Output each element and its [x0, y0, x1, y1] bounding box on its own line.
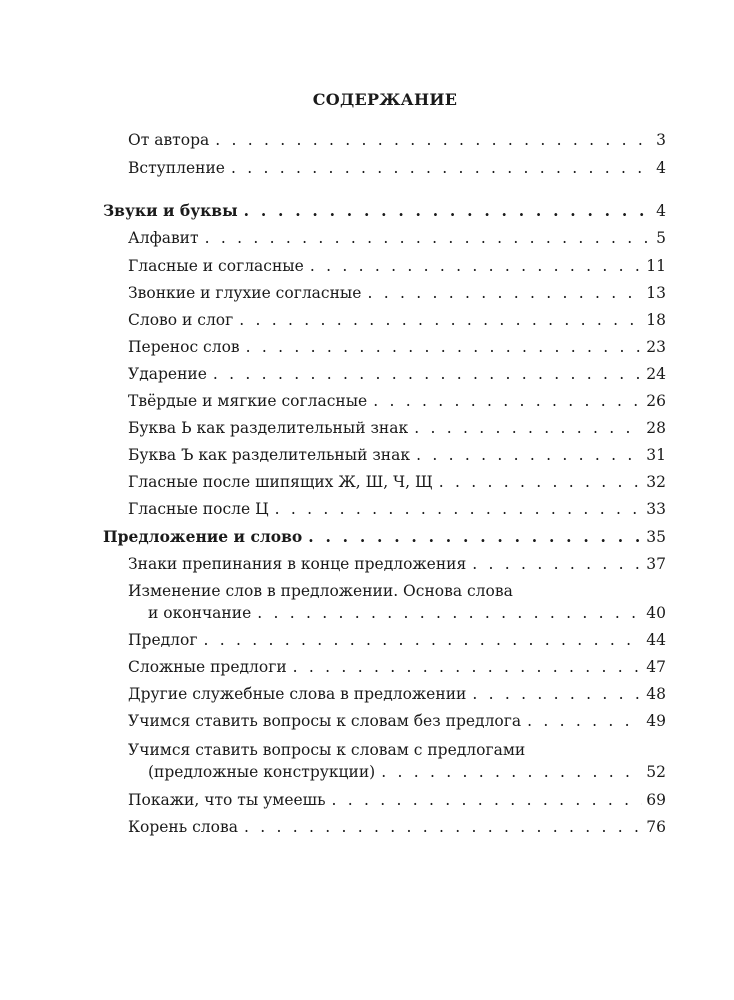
toc-entry-title: Знаки препинания в конце предложения: [128, 555, 467, 573]
dot-leader: [244, 201, 653, 221]
toc-entry-punctuation: [128, 554, 666, 574]
toc-entry-soft-sign: [128, 418, 666, 438]
toc-section-title: Звуки и буквы: [103, 201, 238, 220]
toc-entry-page: 35: [646, 528, 666, 546]
toc-entry-title: Слово и слог: [128, 311, 234, 329]
dot-leader: [231, 158, 652, 178]
toc-entry-hyphenation: [128, 337, 666, 357]
toc-entry-title: Гласные после шипящих Ж, Ш, Ч, Щ: [128, 473, 433, 491]
toc-entry-preposition: [128, 630, 666, 650]
toc-entry-title: Учимся ставить вопросы к словам без предлога: [128, 712, 522, 730]
toc-entry-page: 3: [656, 131, 666, 149]
dot-leader: [439, 472, 643, 492]
dot-leader: [381, 762, 642, 782]
toc-entry-page: 76: [646, 818, 666, 836]
toc-entry-function-words: [128, 684, 666, 704]
toc-entry-page: 26: [646, 392, 666, 410]
dot-leader: [308, 527, 642, 547]
dot-leader: [215, 130, 652, 150]
toc-entry-title: Алфавит: [128, 229, 199, 247]
toc-entry-title: Буква Ъ как разделительный знак: [128, 446, 411, 464]
dot-leader: [293, 657, 643, 677]
toc-entry-title: Другие служебные слова в предложении: [128, 685, 467, 703]
toc-entry-questions-prepositions-line1: Учимся ставить вопросы к словам с предлогами: [128, 741, 526, 759]
toc-entry-title: и окончание: [148, 604, 252, 622]
toc-entry-word-change-line1: Изменение слов в предложении. Основа слова: [128, 582, 513, 600]
toc-entry-vowels-consonants: [128, 256, 666, 276]
toc-section-title: Предложение и слово: [103, 527, 303, 546]
dot-leader: [527, 711, 642, 731]
toc-entry-page: 24: [646, 365, 666, 383]
dot-leader: [416, 445, 642, 465]
toc-entry-page: 48: [646, 685, 666, 703]
toc-entry-page: 28: [646, 419, 666, 437]
dot-leader: [310, 256, 642, 276]
toc-entry-title: Вступление: [128, 159, 225, 177]
dot-leader: [414, 418, 642, 438]
toc-entry-stress: [128, 364, 666, 384]
toc-entry-show-skills: [128, 790, 666, 810]
dot-leader: [203, 630, 642, 650]
toc-entry-word-change: [148, 603, 666, 623]
toc-entry-page: 49: [646, 712, 666, 730]
toc-entry-page: 44: [646, 631, 666, 649]
toc-entry-hard-sign: [128, 445, 666, 465]
toc-entry-page: 5: [656, 229, 666, 247]
toc-entry-page: 33: [646, 500, 666, 518]
toc-entry-title: (предложные конструкции): [148, 763, 376, 781]
toc-entry-questions-no-preposition: [128, 711, 666, 731]
dot-leader: [275, 499, 643, 519]
toc-entry-from-author: [128, 130, 666, 150]
toc-entry-title: Покажи, что ты умеешь: [128, 791, 326, 809]
toc-entry-page: 69: [646, 791, 666, 809]
toc-entry-page: 23: [646, 338, 666, 356]
toc-entry-page: 31: [646, 446, 666, 464]
toc-entry-title: Гласные и согласные: [128, 257, 304, 275]
toc-entry-page: 11: [646, 257, 666, 275]
toc-entry-page: 13: [646, 284, 666, 302]
toc-entry-hard-soft: [128, 391, 666, 411]
toc-entry-questions-prepositions: [148, 762, 666, 782]
toc-entry-alphabet: [128, 228, 666, 248]
toc-entry-title: Предлог: [128, 631, 198, 649]
toc-entry-title: Сложные предлоги: [128, 658, 287, 676]
toc-entry-vowels-after-sibilants: [128, 472, 666, 492]
dot-leader: [213, 364, 642, 384]
toc-entry-page: 52: [646, 763, 666, 781]
toc-entry-title: Перенос слов: [128, 338, 240, 356]
dot-leader: [367, 283, 642, 303]
dot-leader: [239, 310, 642, 330]
toc-entry-title: Корень слова: [128, 818, 238, 836]
dot-leader: [244, 817, 642, 837]
toc-entry-title: Буква Ь как разделительный знак: [128, 419, 409, 437]
toc-entry-title: От автора: [128, 131, 210, 149]
toc-section-sounds-letters: [103, 201, 666, 221]
page-title: СОДЕРЖАНИЕ: [312, 90, 458, 109]
toc-entry-title: Звонкие и глухие согласные: [128, 284, 362, 302]
toc-section-sentence-word: [103, 527, 666, 547]
dot-leader: [373, 391, 642, 411]
toc-entry-word-root: [128, 817, 666, 837]
toc-entry-page: 47: [646, 658, 666, 676]
dot-leader: [472, 554, 642, 574]
toc-entry-page: 4: [656, 202, 666, 220]
toc-entry-page: 4: [656, 159, 666, 177]
toc-entry-title: Ударение: [128, 365, 207, 383]
toc-entry-page: 40: [646, 604, 666, 622]
toc-entry-page: 32: [646, 473, 666, 491]
dot-leader: [472, 684, 642, 704]
toc-entry-page: 37: [646, 555, 666, 573]
dot-leader: [257, 603, 642, 623]
toc-entry-vowels-after-ts: [128, 499, 666, 519]
toc-entry-word-syllable: [128, 310, 666, 330]
dot-leader: [205, 228, 653, 248]
toc-entry-voiced-voiceless: [128, 283, 666, 303]
dot-leader: [246, 337, 643, 357]
toc-entry-page: 18: [646, 311, 666, 329]
dot-leader: [332, 790, 643, 810]
toc-entry-compound-prepositions: [128, 657, 666, 677]
toc-entry-introduction: [128, 158, 666, 178]
toc-entry-title: Твёрдые и мягкие согласные: [128, 392, 368, 410]
toc-entry-title: Гласные после Ц: [128, 500, 269, 518]
